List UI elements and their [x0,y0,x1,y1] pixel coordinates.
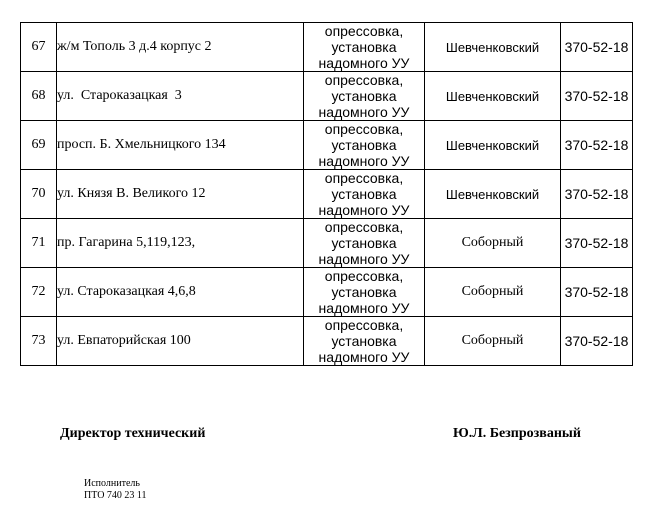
table-row [21,23,633,72]
row-district: Соборный [425,219,561,268]
table-row [21,72,633,121]
work-line: установка [331,284,397,300]
row-district: Шевченковский [425,23,561,72]
row-address: пр. Гагарина 5,119,123, [57,219,304,268]
row-number: 71 [21,219,57,268]
work-line: надомного УУ [318,251,410,267]
table-row [21,121,633,170]
signature-name: Ю.Л. Безпрозваный [453,426,581,441]
executor-phone: ПТО 740 23 11 [84,490,147,501]
work-line: опрессовка, [324,72,404,88]
signature-title: Директор технический [60,426,206,441]
row-address: просп. Б. Хмельницкого 134 [57,121,304,170]
row-work-type [304,317,425,366]
row-number: 70 [21,170,57,219]
work-line: надомного УУ [318,104,410,120]
work-line: опрессовка, [324,317,404,333]
row-work-type [304,72,425,121]
row-district: Шевченковский [425,121,561,170]
row-district: Соборный [425,317,561,366]
row-address: ж/м Тополь 3 д.4 корпус 2 [57,23,304,72]
row-number: 69 [21,121,57,170]
table-row [21,219,633,268]
table-row [21,317,633,366]
row-work-type [304,219,425,268]
work-line: опрессовка, [324,268,404,284]
work-line: установка [331,333,397,349]
row-phone: 370-52-18 [561,268,633,317]
work-line: установка [331,88,397,104]
row-work-type [304,121,425,170]
row-phone: 370-52-18 [561,317,633,366]
row-work-type [304,170,425,219]
work-line: установка [331,137,397,153]
executor-label: Исполнитель [84,478,140,489]
row-phone: 370-52-18 [561,219,633,268]
row-number: 67 [21,23,57,72]
row-phone: 370-52-18 [561,121,633,170]
work-line: опрессовка, [324,170,404,186]
work-line: надомного УУ [318,300,410,316]
row-work-type [304,268,425,317]
work-line: установка [331,186,397,202]
row-address: ул. Староказацкая 3 [57,72,304,121]
work-line: опрессовка, [324,219,404,235]
table-row [21,170,633,219]
works-table [20,22,633,366]
row-phone: 370-52-18 [561,23,633,72]
work-line: надомного УУ [318,153,410,169]
work-line: установка [331,235,397,251]
row-district: Соборный [425,268,561,317]
row-phone: 370-52-18 [561,170,633,219]
table-row [21,268,633,317]
row-district: Шевченковский [425,170,561,219]
row-address: ул. Староказацкая 4,6,8 [57,268,304,317]
row-number: 73 [21,317,57,366]
work-line: надомного УУ [318,349,410,365]
work-line: опрессовка, [324,23,404,39]
row-work-type [304,23,425,72]
row-address: ул. Евпаторийская 100 [57,317,304,366]
work-line: опрессовка, [324,121,404,137]
work-line: надомного УУ [318,202,410,218]
row-district: Шевченковский [425,72,561,121]
work-line: надомного УУ [318,55,410,71]
row-number: 68 [21,72,57,121]
row-phone: 370-52-18 [561,72,633,121]
row-address: ул. Князя В. Великого 12 [57,170,304,219]
work-line: установка [331,39,397,55]
works-table-body [21,23,633,366]
row-number: 72 [21,268,57,317]
